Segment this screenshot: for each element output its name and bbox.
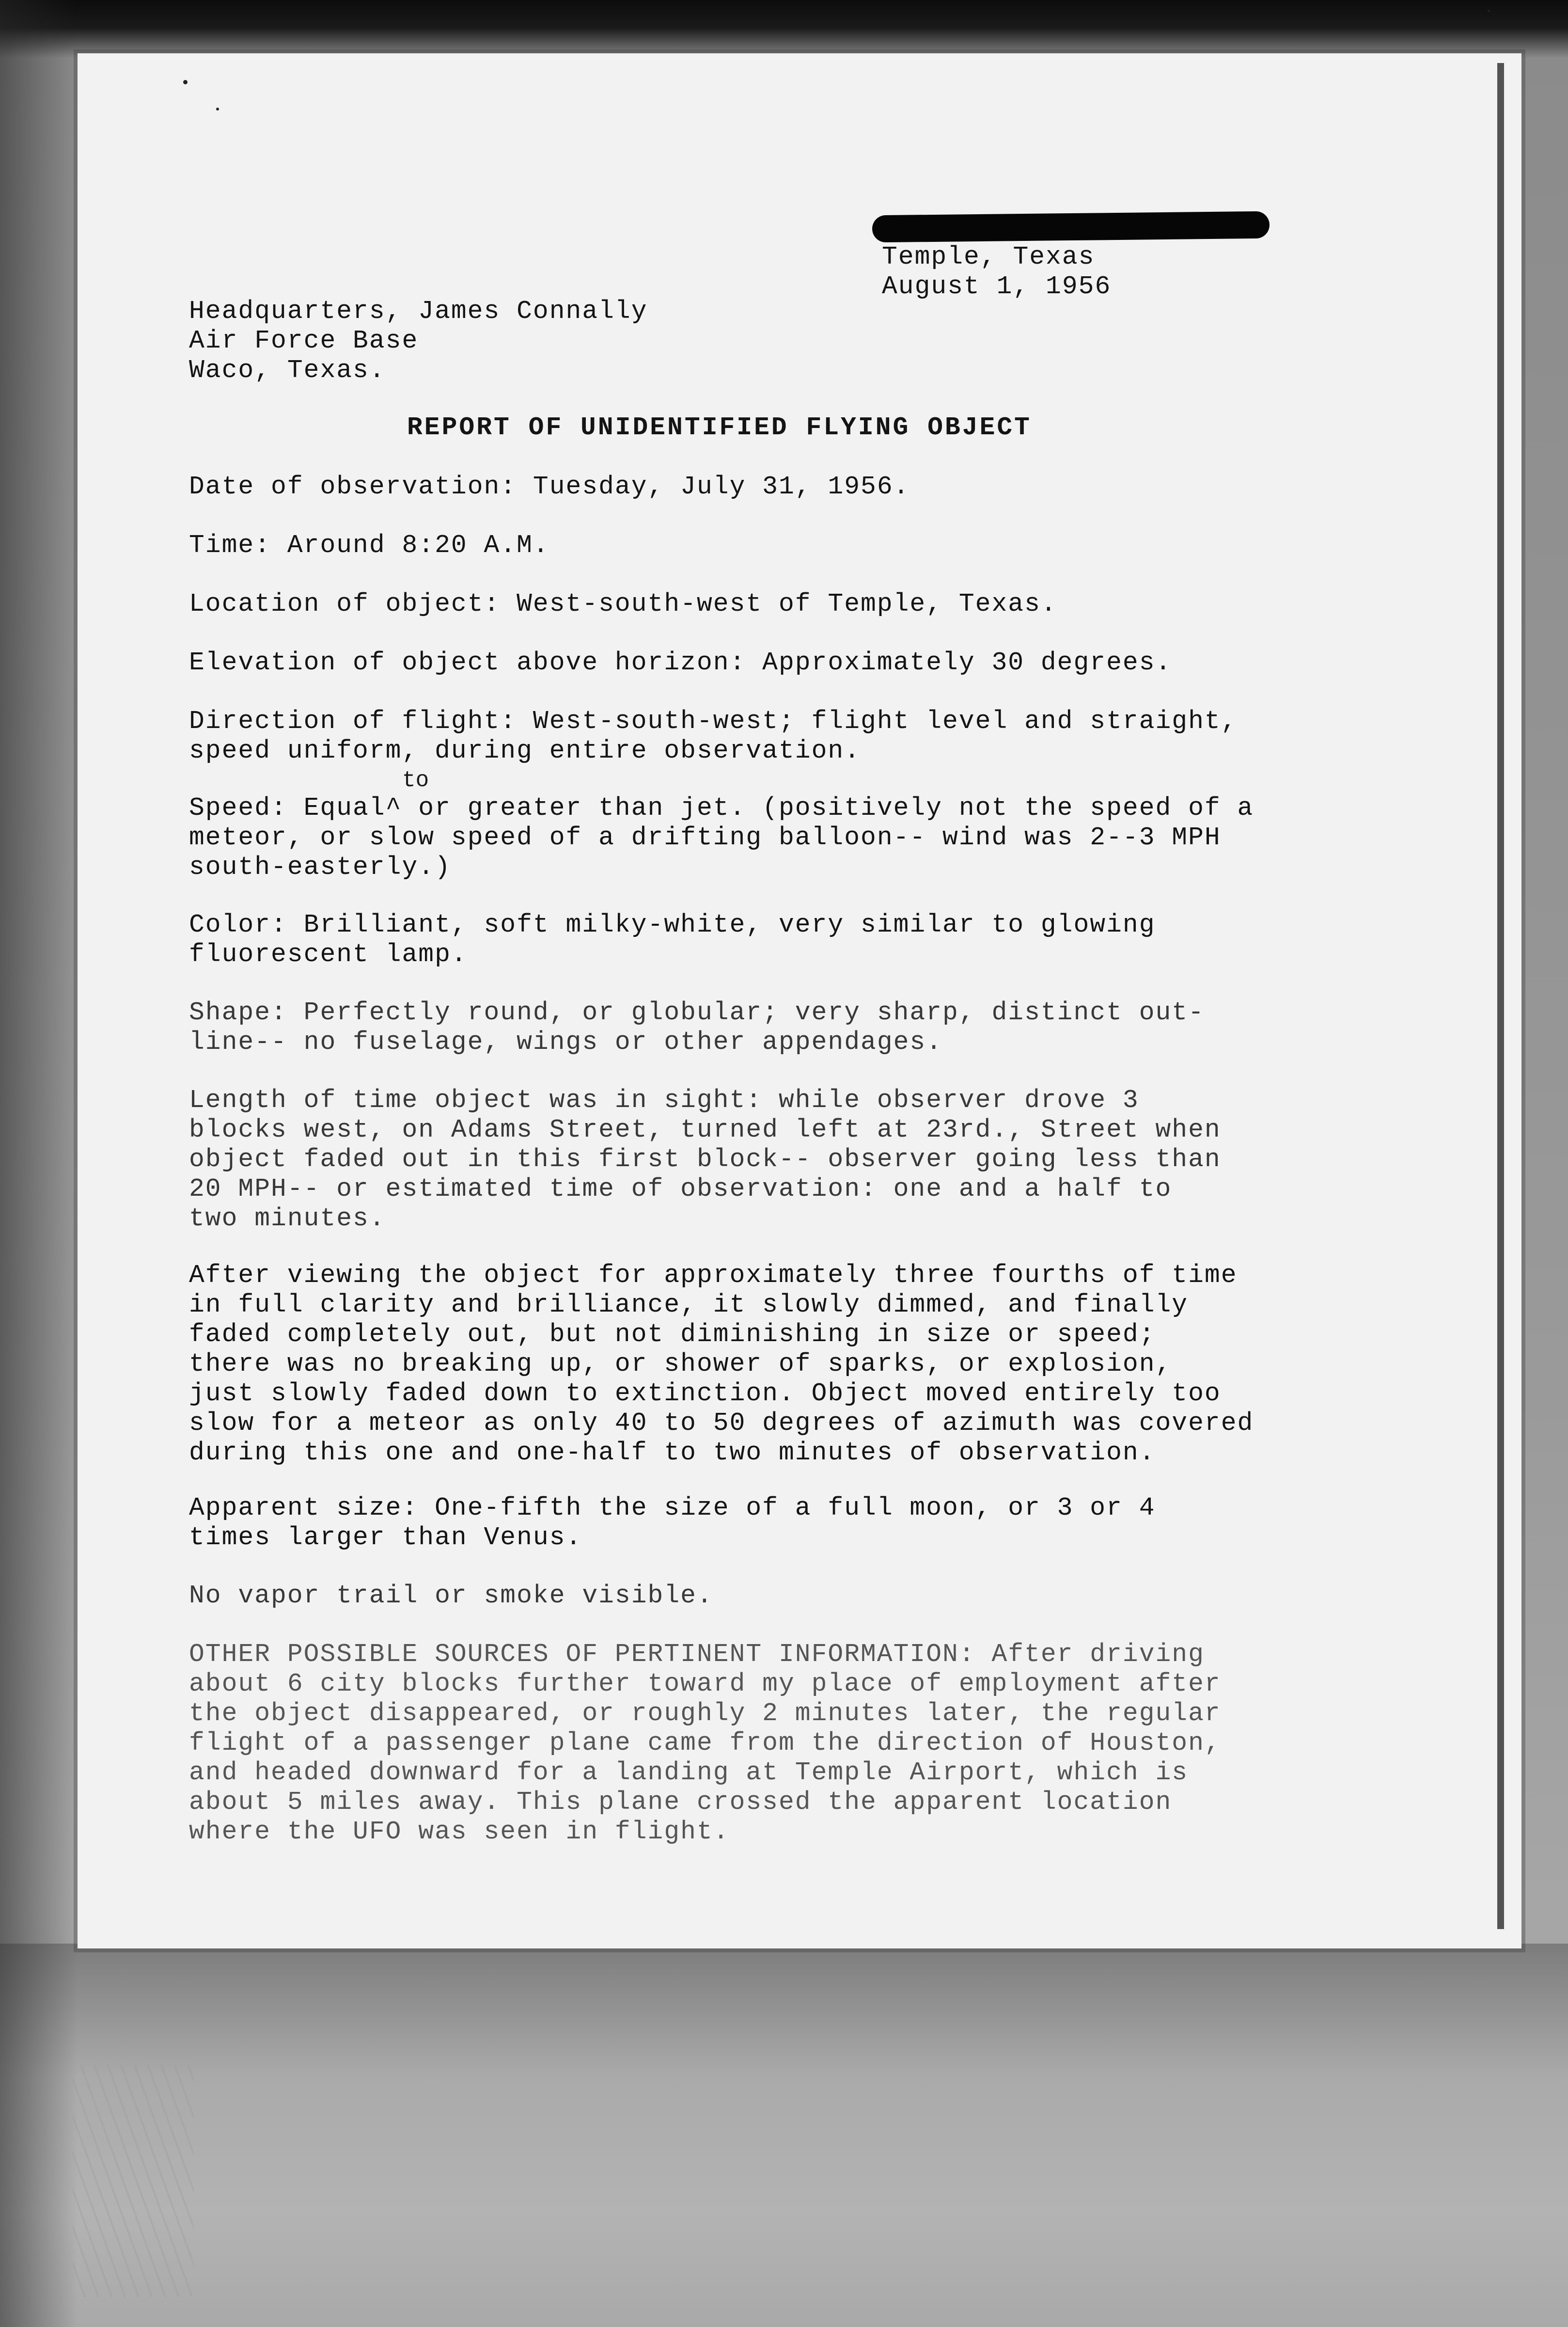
report-title: REPORT OF UNIDENTIFIED FLYING OBJECT bbox=[407, 413, 1032, 442]
after-viewing-paragraph bbox=[189, 1261, 1254, 1468]
text-line: Length of time object was in sight: while observer drove 3 bbox=[189, 1086, 1139, 1115]
text-line: where the UFO was seen in flight. bbox=[189, 1817, 730, 1846]
text-line: faded completely out, but not diminishing in size or speed; bbox=[189, 1320, 1156, 1349]
header-place: Temple, Texas bbox=[882, 242, 1095, 271]
redaction-bar bbox=[872, 211, 1270, 243]
text-line: there was no breaking up, or shower of sparks, or explosion, bbox=[189, 1349, 1172, 1378]
recipient-line: Headquarters, James Connally bbox=[189, 297, 648, 326]
text-line: After viewing the object for approximately three fourths of time bbox=[189, 1261, 1238, 1290]
text-line: south-easterly.) bbox=[189, 853, 451, 882]
text-line: Direction of flight: West-south-west; flight level and straight, bbox=[189, 707, 1238, 736]
text-line: slow for a meteor as only 40 to 50 degrees of azimuth was covered bbox=[189, 1409, 1254, 1438]
vapor-trail-line: No vapor trail or smoke visible. bbox=[189, 1581, 713, 1610]
text-line: line-- no fuselage, wings or other appendages. bbox=[189, 1028, 943, 1057]
text-line: Apparent size: One-fifth the size of a full moon, or 3 or 4 bbox=[189, 1493, 1156, 1522]
direction-of-flight bbox=[189, 707, 1238, 766]
text-line: about 6 city blocks further toward my place of employment after bbox=[189, 1669, 1221, 1698]
text-line: object faded out in this first block-- observer going less than bbox=[189, 1145, 1221, 1174]
text-line: 20 MPH-- or estimated time of observation: one and a half to bbox=[189, 1174, 1172, 1203]
date-of-observation: Date of observation: Tuesday, July 31, 1956. bbox=[189, 472, 910, 501]
page-edge-shadow bbox=[1497, 63, 1504, 1929]
recipient-address bbox=[189, 297, 648, 385]
film-shadow-left bbox=[0, 0, 78, 2327]
other-sources-paragraph bbox=[189, 1640, 1221, 1847]
handwritten-insertion: to bbox=[402, 768, 429, 793]
elevation-of-object: Elevation of object above horizon: Approximately 30 degrees. bbox=[189, 648, 1172, 677]
text-line: and headed downward for a landing at Temple Airport, which is bbox=[189, 1758, 1189, 1787]
text-line: in full clarity and brilliance, it slowly dimmed, and finally bbox=[189, 1290, 1189, 1319]
header-place-date bbox=[882, 242, 1111, 301]
text-line: just slowly faded down to extinction. Object moved entirely too bbox=[189, 1379, 1221, 1408]
text-line: times larger than Venus. bbox=[189, 1523, 582, 1552]
film-background-bottom bbox=[0, 1944, 1568, 2327]
text-line: fluorescent lamp. bbox=[189, 940, 468, 969]
recipient-line: Waco, Texas. bbox=[189, 356, 386, 385]
text-line: blocks west, on Adams Street, turned left at 23rd., Street when bbox=[189, 1115, 1221, 1144]
text-line: OTHER POSSIBLE SOURCES OF PERTINENT INFORMATION: After driving bbox=[189, 1640, 1205, 1669]
text-line: meteor, or slow speed of a drifting balloon-- wind was 2--3 MPH bbox=[189, 823, 1221, 852]
dust-speck bbox=[183, 80, 188, 84]
text-line: during this one and one-half to two minutes of observation. bbox=[189, 1438, 1156, 1467]
color-paragraph bbox=[189, 910, 1156, 969]
text-line: the object disappeared, or roughly 2 minutes later, the regular bbox=[189, 1699, 1221, 1728]
text-line: Color: Brilliant, soft milky-white, very similar to glowing bbox=[189, 910, 1156, 939]
speed-paragraph bbox=[189, 793, 1254, 882]
length-of-time-paragraph bbox=[189, 1086, 1221, 1234]
location-of-object: Location of object: West-south-west of Temple, Texas. bbox=[189, 589, 1057, 618]
recipient-line: Air Force Base bbox=[189, 326, 419, 355]
text-line: Speed: Equal^ or greater than jet. (positively not the speed of a bbox=[189, 793, 1254, 823]
text-line: Shape: Perfectly round, or globular; very sharp, distinct out- bbox=[189, 998, 1205, 1027]
film-scratch bbox=[73, 2065, 194, 2297]
shape-paragraph bbox=[189, 998, 1205, 1057]
time-of-observation: Time: Around 8:20 A.M. bbox=[189, 531, 549, 560]
dust-speck bbox=[216, 108, 219, 111]
text-line: speed uniform, during entire observation. bbox=[189, 736, 861, 765]
header-date: August 1, 1956 bbox=[882, 272, 1112, 301]
dust-speck bbox=[1488, 10, 1490, 12]
text-line: about 5 miles away. This plane crossed the apparent location bbox=[189, 1788, 1172, 1817]
apparent-size-paragraph bbox=[189, 1493, 1156, 1552]
text-line: two minutes. bbox=[189, 1204, 386, 1233]
text-line: flight of a passenger plane came from the direction of Houston, bbox=[189, 1728, 1221, 1757]
